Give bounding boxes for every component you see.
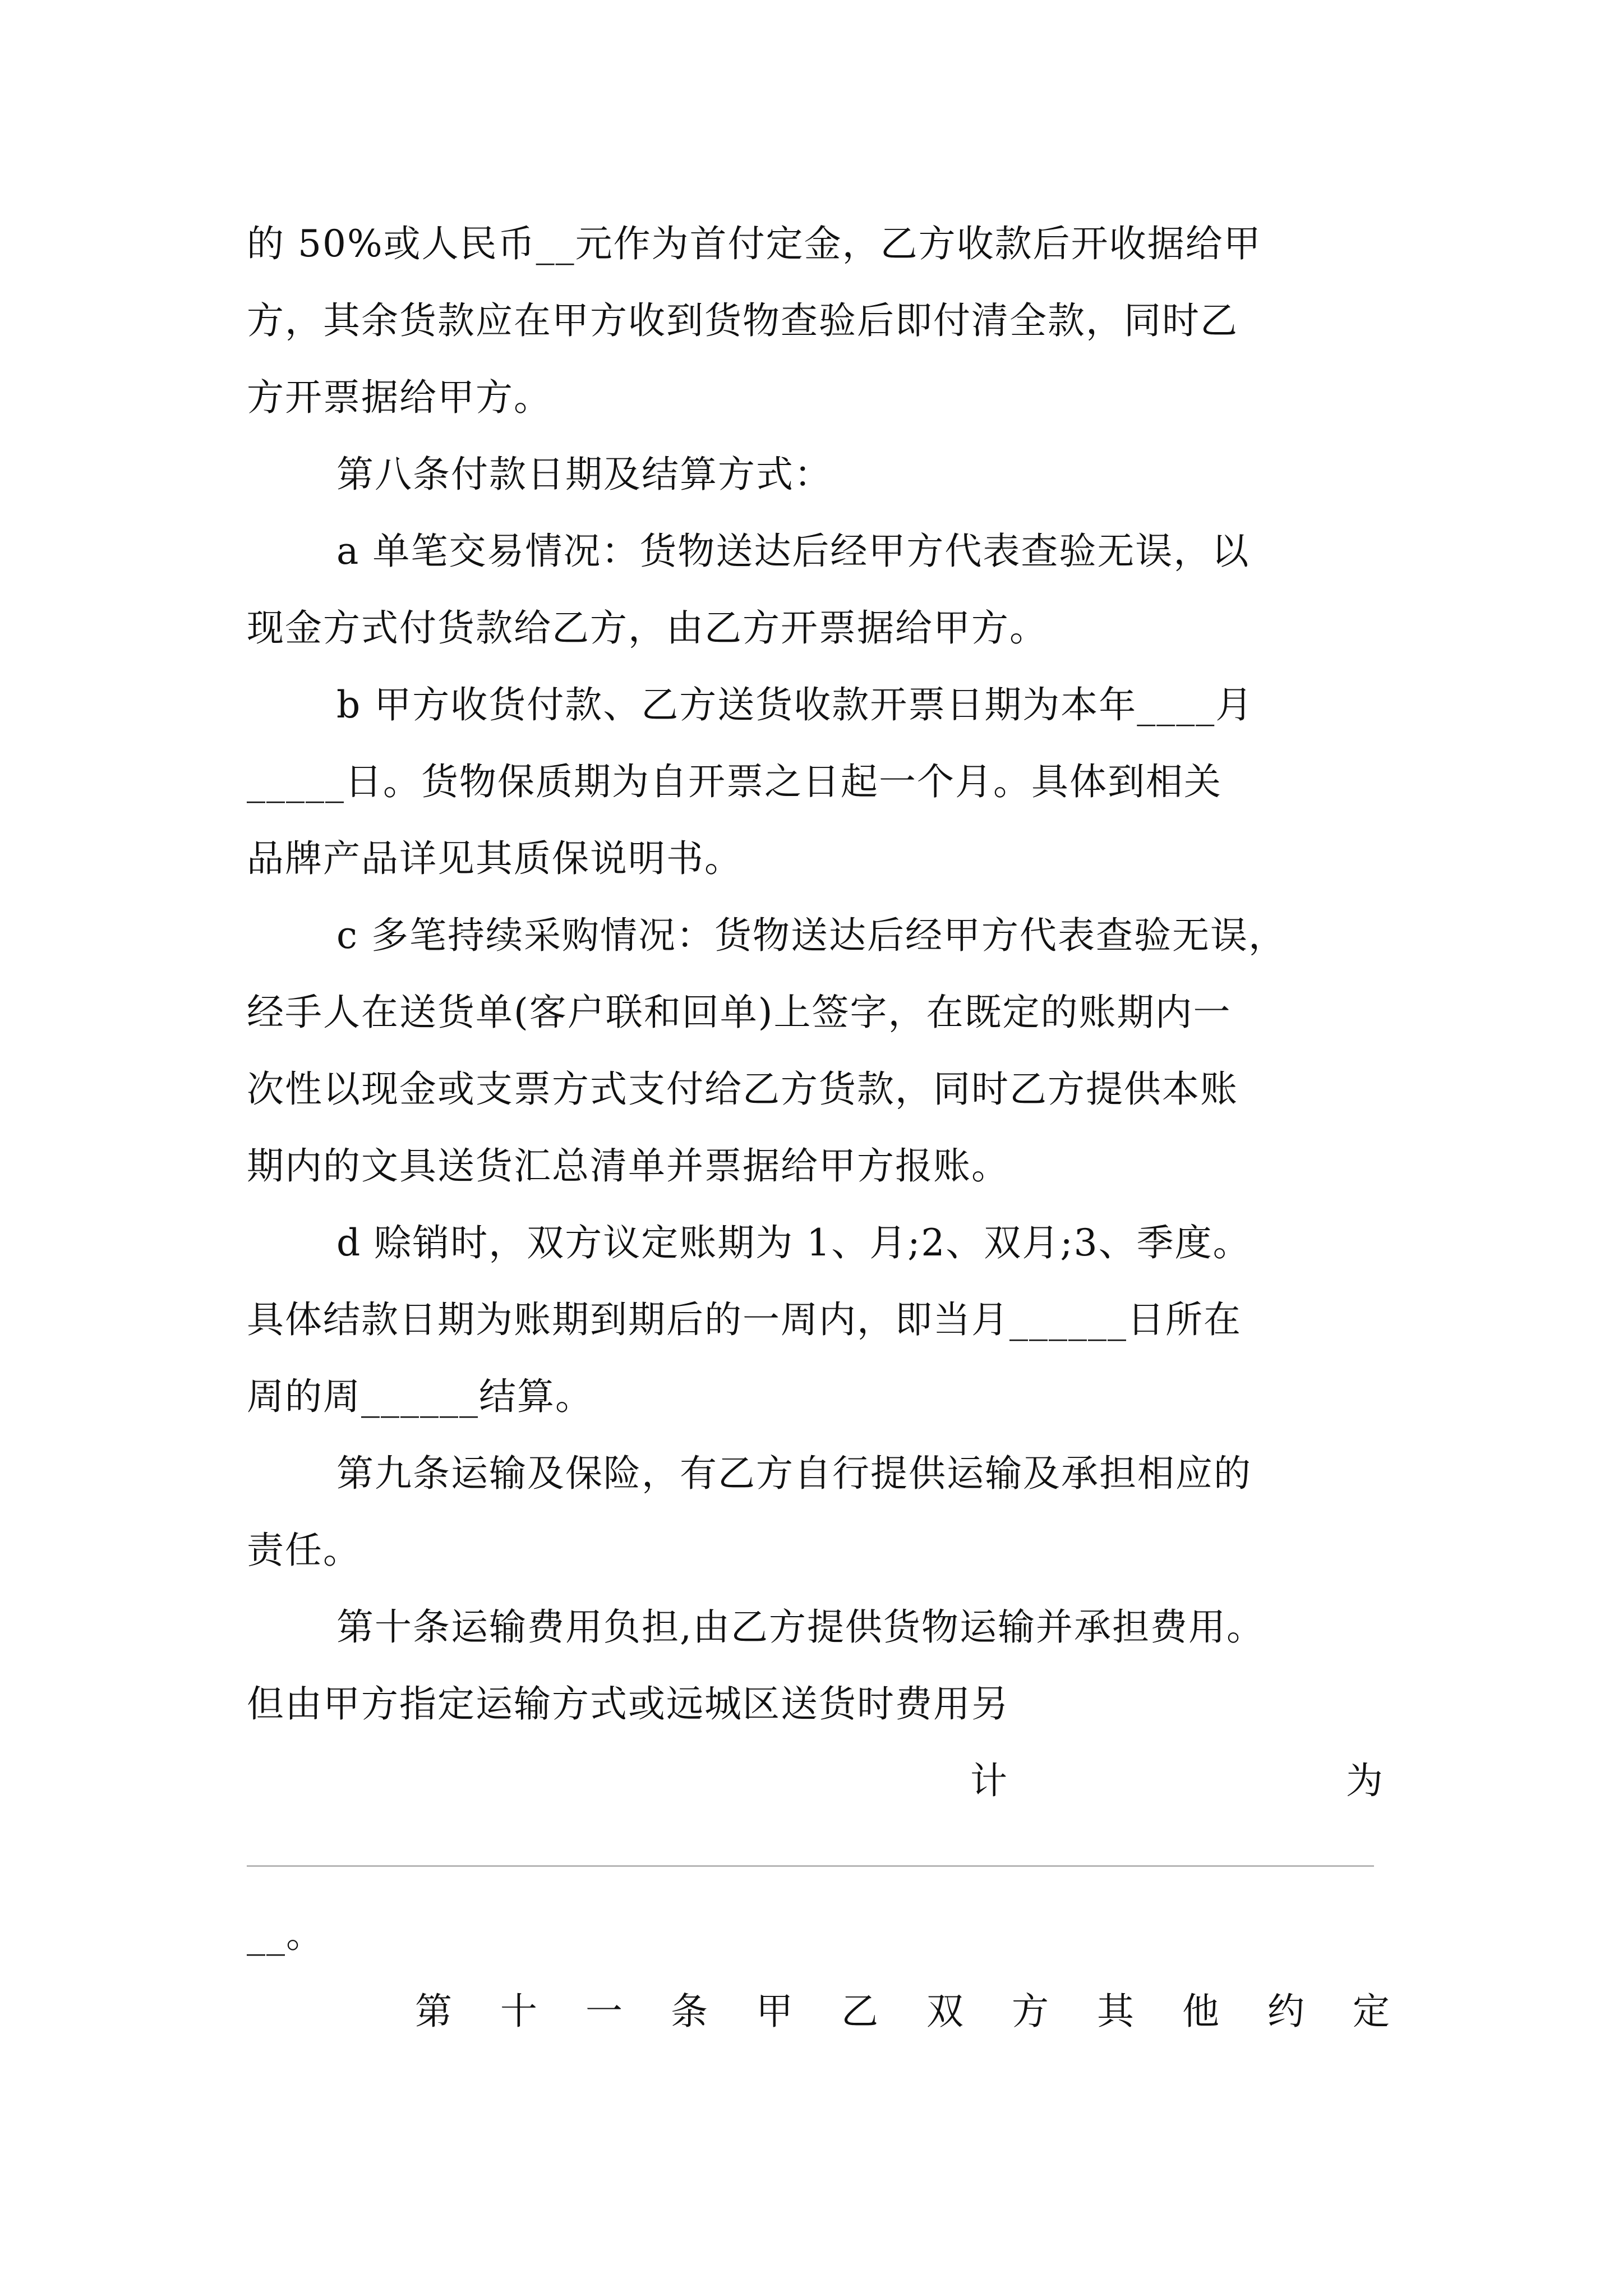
text-line: 经手人在送货单(客户联和回单)上签字，在既定的账期内一 <box>247 991 1232 1034</box>
text-line: 责任。 <box>247 1529 361 1572</box>
spread-word-left: 计 <box>970 1759 1008 1802</box>
section-heading-article-10: 第十条运输费用负担,由乙方提供货物运输并承担费用。 <box>336 1605 1265 1649</box>
spread-word-right: 为 <box>1346 1759 1384 1802</box>
blank-fill-line <box>247 1865 1374 1867</box>
text-line: d 赊销时，双方议定账期为 1、月;2、双月;3、季度。 <box>336 1221 1251 1264</box>
text-line: 期内的文具送货汇总清单并票据给甲方报账。 <box>247 1144 1009 1188</box>
text-line: _____日。货物保质期为自开票之日起一个月。具体到相关 <box>247 760 1222 803</box>
text-line: a 单笔交易情况：货物送达后经甲方代表查验无误，以 <box>336 530 1250 573</box>
text-line: 的 50%或人民币__元作为首付定金，乙方收款后开收据给甲 <box>247 222 1262 265</box>
text-line: b 甲方收货付款、乙方送货收款开票日期为本年____月 <box>336 683 1254 726</box>
section-heading-article-11: 第 十 一 条 甲 乙 双 方 其 他 约 定 <box>415 1990 1391 2033</box>
text-line: 现金方式付货款给乙方，由乙方开票据给甲方。 <box>247 606 1048 650</box>
text-line: c 多笔持续采购情况：货物送达后经甲方代表查验无误， <box>336 914 1287 957</box>
text-line: 方，其余货款应在甲方收到货物查验后即付清全款，同时乙 <box>247 299 1238 342</box>
text-line: 方开票据给甲方。 <box>247 376 552 419</box>
section-heading-article-8: 第八条付款日期及结算方式： <box>336 453 832 496</box>
text-line: __。 <box>247 1913 324 1956</box>
text-line: 品牌产品详见其质保说明书。 <box>247 837 743 880</box>
text-line: 但由甲方指定运输方式或远城区送货时费用另 <box>247 1682 1009 1726</box>
text-line: 次性以现金或支票方式支付给乙方货款，同时乙方提供本账 <box>247 1068 1238 1111</box>
text-line: 周的周______结算。 <box>247 1375 593 1418</box>
section-heading-article-9: 第九条运输及保险，有乙方自行提供运输及承担相应的 <box>336 1452 1252 1495</box>
text-line: 具体结款日期为账期到期后的一周内，即当月______日所在 <box>247 1298 1242 1341</box>
